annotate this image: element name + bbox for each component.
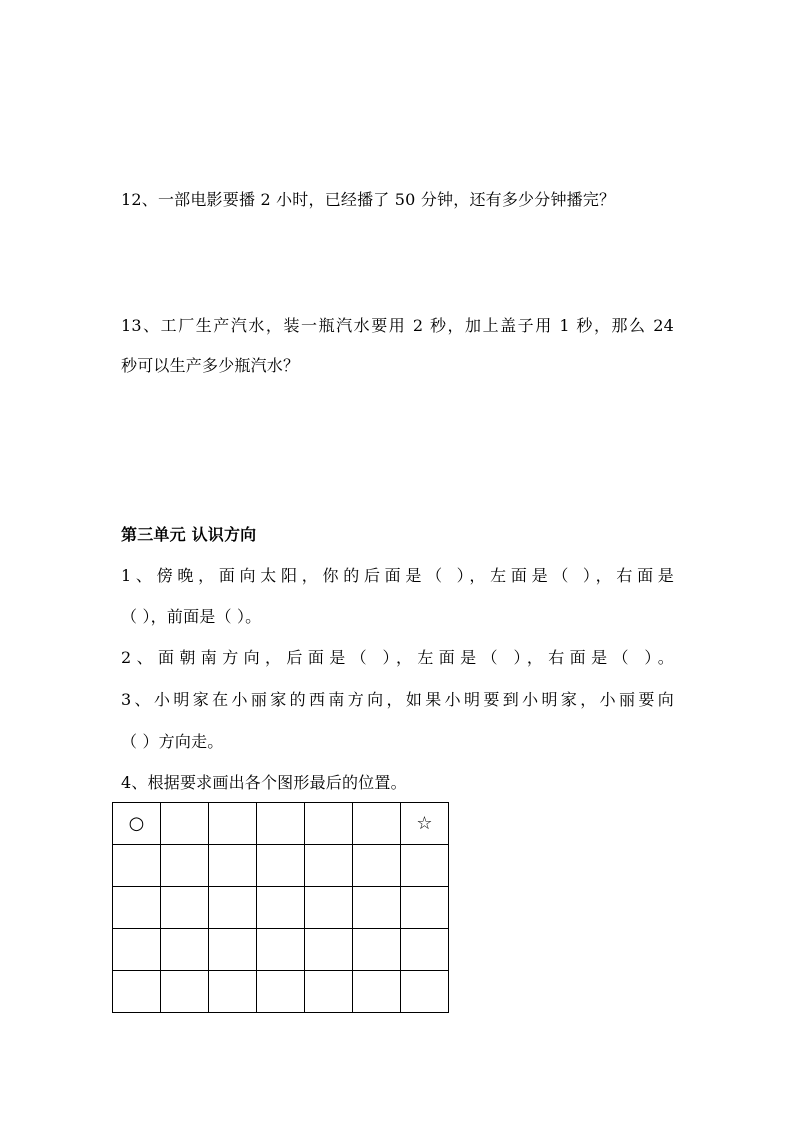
grid-cell[interactable] bbox=[209, 929, 257, 971]
question-13-line-1: 13、工厂生产汽水，装一瓶汽水要用 2 秒，加上盖子用 1 秒，那么 24 bbox=[121, 316, 674, 335]
grid-cell[interactable] bbox=[305, 971, 353, 1013]
grid-cell[interactable] bbox=[161, 803, 209, 845]
grid-cell[interactable] bbox=[257, 845, 305, 887]
grid-cell[interactable] bbox=[305, 803, 353, 845]
unit-3-question-1-line-2: （ ），前面是（ ）。 bbox=[121, 607, 262, 626]
grid-cell[interactable] bbox=[353, 929, 401, 971]
grid-cell[interactable] bbox=[353, 971, 401, 1013]
grid-cell[interactable] bbox=[113, 929, 161, 971]
grid-cell[interactable] bbox=[113, 845, 161, 887]
grid-cell[interactable] bbox=[209, 971, 257, 1013]
grid-cell[interactable] bbox=[401, 887, 449, 929]
grid-cell[interactable] bbox=[305, 845, 353, 887]
grid-cell[interactable] bbox=[113, 887, 161, 929]
grid-cell-circle[interactable]: ○ bbox=[113, 803, 161, 845]
grid-cell[interactable] bbox=[353, 845, 401, 887]
grid-row bbox=[113, 845, 449, 887]
grid-cell[interactable] bbox=[209, 887, 257, 929]
grid-cell[interactable] bbox=[257, 971, 305, 1013]
grid-cell[interactable] bbox=[401, 845, 449, 887]
question-12: 12、一部电影要播 2 小时，已经播了 50 分钟，还有多少分钟播完？ bbox=[121, 190, 616, 209]
grid-cell[interactable] bbox=[161, 845, 209, 887]
grid-cell[interactable] bbox=[305, 929, 353, 971]
grid-row bbox=[113, 803, 449, 845]
grid-row bbox=[113, 887, 449, 929]
question-13-line-2: 秒可以生产多少瓶汽水？ bbox=[121, 356, 300, 375]
grid-row bbox=[113, 929, 449, 971]
grid-cell[interactable] bbox=[305, 887, 353, 929]
grid-cell-star[interactable]: ☆ bbox=[401, 803, 449, 845]
grid-cell[interactable] bbox=[257, 887, 305, 929]
unit-3-question-4: 4、根据要求画出各个图形最后的位置。 bbox=[121, 773, 407, 792]
grid-cell[interactable] bbox=[257, 929, 305, 971]
unit-3-question-2: 2、面朝南方向，后面是（ ），左面是（ ），右面是（ ）。 bbox=[121, 648, 674, 667]
grid-cell[interactable] bbox=[209, 803, 257, 845]
unit-3-question-1-line-1: 1、傍晚，面向太阳，你的后面是（ ），左面是（ ），右面是 bbox=[121, 566, 674, 585]
unit-3-question-3-line-2: （ ）方向走。 bbox=[121, 732, 224, 751]
grid-cell[interactable] bbox=[209, 845, 257, 887]
grid-row bbox=[113, 971, 449, 1013]
grid-cell[interactable] bbox=[161, 971, 209, 1013]
grid-cell[interactable] bbox=[113, 971, 161, 1013]
grid-cell[interactable] bbox=[353, 803, 401, 845]
grid-cell[interactable] bbox=[401, 971, 449, 1013]
position-grid bbox=[112, 802, 449, 1013]
grid-cell[interactable] bbox=[257, 803, 305, 845]
unit-3-question-3-line-1: 3、小明家在小丽家的西南方向，如果小明要到小明家，小丽要向 bbox=[121, 690, 674, 709]
grid-cell[interactable] bbox=[161, 929, 209, 971]
grid-cell[interactable] bbox=[161, 887, 209, 929]
grid-cell[interactable] bbox=[401, 929, 449, 971]
unit-3-title: 第三单元 认识方向 bbox=[121, 525, 257, 544]
grid-cell[interactable] bbox=[353, 887, 401, 929]
